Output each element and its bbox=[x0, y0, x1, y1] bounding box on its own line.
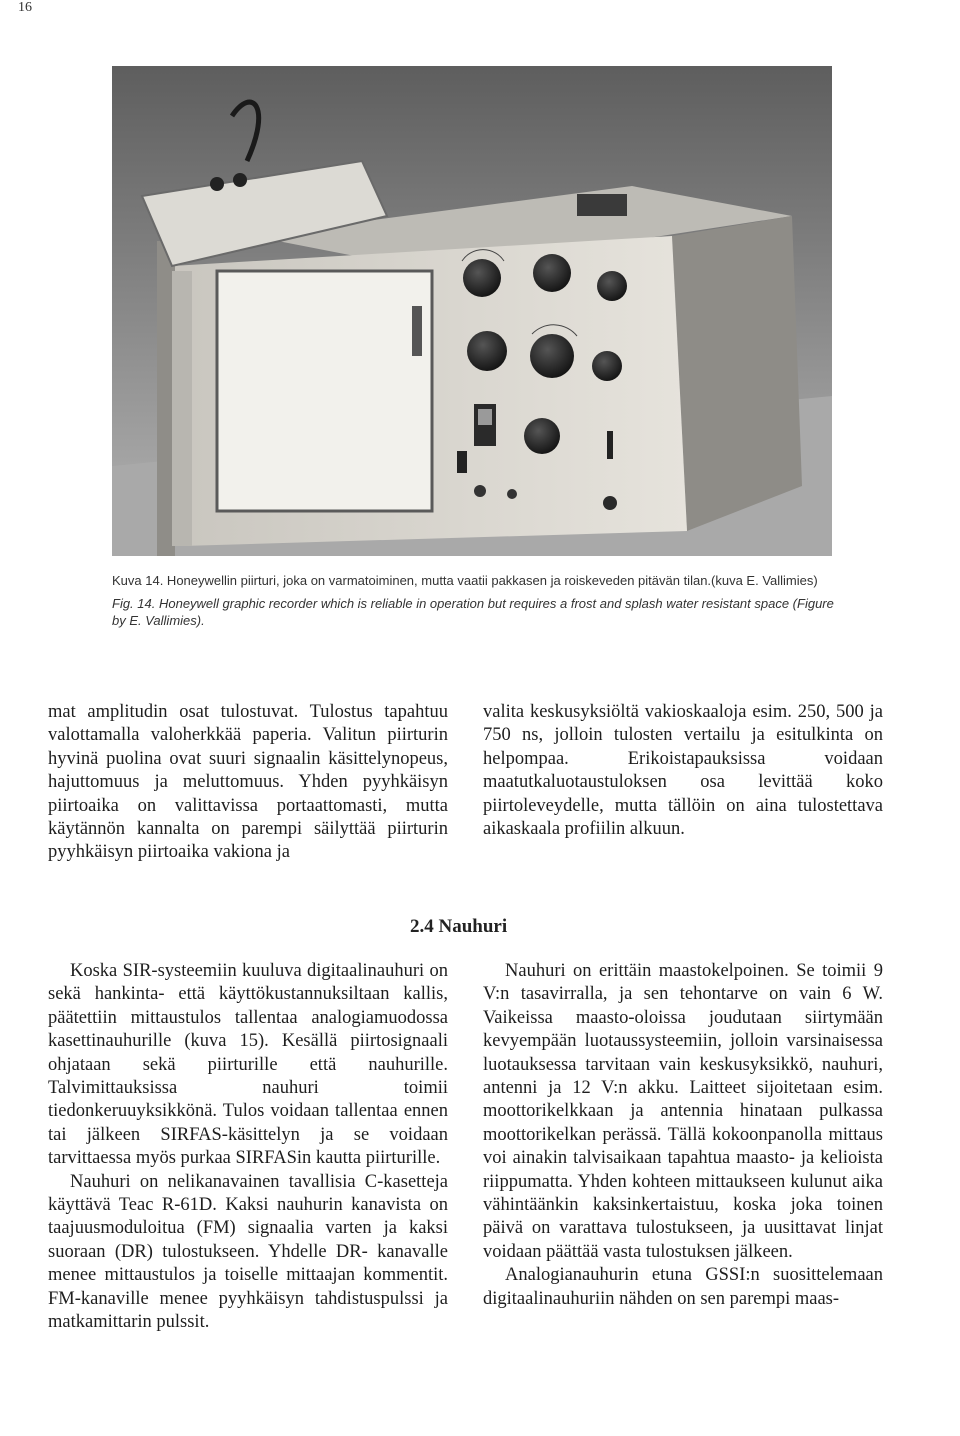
page-number: 16 bbox=[18, 0, 32, 15]
section-right-paragraph-2: Analogianauhurin etuna GSSI:n suosittelemaan digitaalinauhuriin nähden on sen parempi maas- bbox=[483, 1265, 883, 1309]
section-right-paragraph-1: Nauhuri on erittäin maastokelpoinen. Se toimii 9 V:n tasavirralla, ja sen tehontarve on vain 6 W. Vaikeissa maasto-oloissa joudutaan siirtymään kevyempään luotaussysteemiin, jolloin varsinaisessa luotauksessa tarvitaan vain keskusyksikkö, nauhuri, antenni ja 12 V:n akku. Laitteet sijoitetaan esim. moottorikelkkaan ja antennia hinataan pulkassa moottorikelkan perässä. Tällä kokoonpanolla mittaus voi ainakin talvisaikaan tapahtua maasto- ja kelioista riippumatta. Yhden kohteen mittaukseen kulunut aika vähintäänkin kaksinkertaistuu, koska joka toinen päivä on varattava tulostukseen, ja uusittavat linjat voidaan päättää vasta tulostuksen jälkeen. bbox=[483, 961, 883, 1262]
intro-left-paragraph: mat amplitudin osat tulostuvat. Tulostus tapahtuu valottamalla valoherkkää paperia. Valitun piirturin hyvinä puolina ovat suuri signaalin käsittelynopeus, hajuttomuus ja meluttomuus. Yhden pyyhkäisyn piirtoaika on valittavissa portaattomasti, mutta käytännön kannalta on parempi säilyttää piirturin pyyhkäisyn piirtoaika vakiona ja bbox=[48, 702, 448, 863]
section-right-column bbox=[483, 960, 883, 1311]
figure-caption bbox=[112, 572, 847, 629]
section-heading: 2.4 Nauhuri bbox=[410, 916, 508, 937]
intro-right-column bbox=[483, 701, 883, 841]
intro-left-column bbox=[48, 701, 448, 865]
section-left-column bbox=[48, 960, 448, 1335]
section-left-paragraph-2: Nauhuri on nelikanavainen tavallisia C-kasetteja käyttävä Teac R-61D. Kaksi nauhurin kanavista on taajuusmoduloitua (FM) signaalia varten ja kaksi suoraan (DR) tulostukseen. Yhdelle DR- kanavalle menee mittaustulos ja toiselle mittaajan kommentit. FM-kanaville menee pyyhkäisyn tahdistuspulssi ja matkamittarin pulssit. bbox=[48, 1171, 448, 1333]
recorder-illustration bbox=[112, 66, 832, 556]
intro-right-paragraph: valita keskusyksiöltä vakioskaaloja esim. 250, 500 ja 750 ns, jolloin tulosten vertailu ja esitulkinta on helpompaa. Erikoistapauksissa voidaan maatutkaluotaustuloksen osa levittää koko piirtoleveydelle, mutta tällöin on aina tulostettava aikaskaala profiilin alkuun. bbox=[483, 702, 883, 840]
recorder-photo bbox=[112, 66, 832, 556]
caption-finnish: Kuva 14. Honeywellin piirturi, joka on varmatoiminen, mutta vaatii pakkasen ja roiskeveden pitävän tilan.(kuva E. Vallimies) bbox=[112, 573, 818, 588]
caption-english: Fig. 14. Honeywell graphic recorder which is reliable in operation but requires a frost and splash water resistant space (Figure by E. Vallimies). bbox=[112, 596, 834, 628]
section-left-paragraph-1: Koska SIR-systeemiin kuuluva digitaalinauhuri on sekä hankinta- että käyttökustannuksiltaan kallis, päätettiin mittaustulos tallentaa analogiamuodossa kasettinauhurille (kuva 15). Kesällä piirtosignaali ohjataan sekä piirturille että nauhurille. Talvimittauksissa nauhuri toimii tiedonkeruuyksikkönä. Tulos voidaan tallentaa ennen tai jälkeen SIRFAS-käsittelyn ja se voidaan tarvittaessa myös purkaa SIRFASin kautta piirturille. bbox=[48, 961, 448, 1169]
